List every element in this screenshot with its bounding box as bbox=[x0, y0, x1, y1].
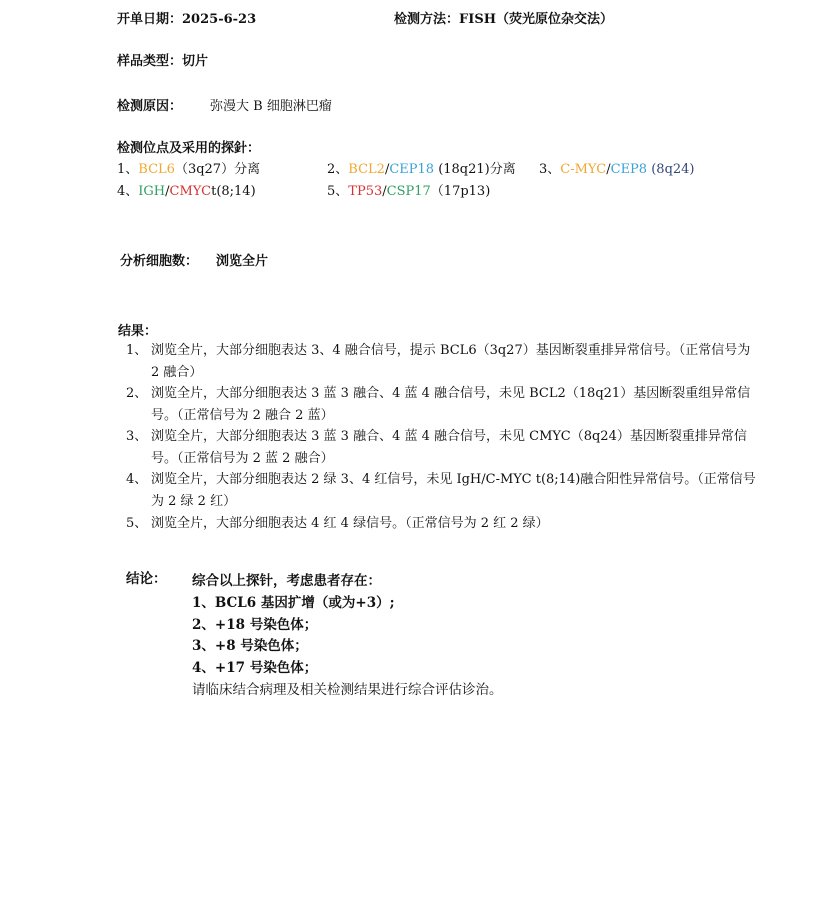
order-date bbox=[117, 8, 256, 27]
order-date-label: 开单日期： bbox=[117, 12, 183, 27]
probe-part: IGH bbox=[138, 184, 166, 199]
conclusion-line: 请临床结合病理及相关检测结果进行综合评估诊治。 bbox=[192, 682, 503, 698]
probe-item-number: 3、 bbox=[539, 162, 561, 177]
probe-part: CEP8 bbox=[610, 162, 648, 177]
conclusion-line: 1、BCL6 基因扩增（或为+3）; bbox=[192, 595, 395, 611]
sample-type-label: 样品类型： bbox=[117, 54, 183, 69]
probe-part: / bbox=[382, 184, 387, 199]
probes-title: 检测位点及采用的探針： bbox=[117, 141, 261, 156]
probe-part: （3q27）分离 bbox=[174, 162, 261, 177]
test-method-value: FISH（荧光原位杂交法） bbox=[459, 12, 613, 27]
probe-part: (18q21)分离 bbox=[434, 162, 516, 177]
probe-part: BCL6 bbox=[138, 162, 175, 177]
analysis-cells-label: 分析细胞数： bbox=[120, 254, 199, 269]
probe-part: TP53 bbox=[348, 184, 383, 199]
result-item-text: 浏览全片，大部分细胞表达 4 红 4 绿信号。（正常信号为 2 红 2 绿） bbox=[151, 516, 549, 531]
result-item-text: 浏览全片，大部分细胞表达 3 蓝 3 融合、4 蓝 4 融合信号，未见 BCL2（18q21）基因断裂重组异常信号。（正常信号为 2 融合 2 蓝） bbox=[151, 386, 751, 423]
result-item-number: 1、 bbox=[126, 343, 148, 358]
probe-part: CMYC bbox=[169, 184, 212, 199]
conclusion-line: 2、+18 号染色体； bbox=[192, 617, 318, 633]
test-reason-value: 弥漫大 B 细胞淋巴瘤 bbox=[210, 99, 332, 114]
sample-type-value: 切片 bbox=[182, 54, 209, 69]
analysis-cells bbox=[120, 250, 198, 269]
order-date-value: 2025-6-23 bbox=[182, 12, 257, 27]
result-item-text: 浏览全片，大部分细胞表达 2 绿 3、4 红信号，未见 IgH/C-MYC t(8;14)融合阳性异常信号。（正常信号为 2 绿 2 红） bbox=[151, 472, 756, 509]
probe-part: CSP17 bbox=[386, 184, 431, 199]
probe-item bbox=[117, 180, 256, 199]
probe-part: BCL2 bbox=[348, 162, 385, 177]
probe-part: C-MYC bbox=[560, 162, 607, 177]
conclusion-line: 综合以上探针，考虑患者存在： bbox=[192, 573, 381, 589]
result-item-number: 3、 bbox=[126, 429, 148, 444]
probe-item-number: 2、 bbox=[327, 162, 349, 177]
results-title: 结果： bbox=[118, 324, 158, 339]
test-reason bbox=[117, 95, 182, 114]
probe-part: / bbox=[165, 184, 170, 199]
probe-part: / bbox=[384, 162, 390, 177]
probe-part: CEP18 bbox=[389, 162, 435, 177]
probe-part: (8q24) bbox=[647, 162, 695, 177]
result-item-number: 4、 bbox=[126, 472, 148, 487]
test-method bbox=[394, 8, 613, 27]
probe-item bbox=[327, 158, 516, 177]
conclusion-label: 结论： bbox=[126, 571, 167, 587]
result-item-number: 5、 bbox=[126, 516, 148, 531]
probe-item-number: 5、 bbox=[327, 184, 349, 199]
probe-item bbox=[117, 158, 260, 177]
result-item-text: 浏览全片，大部分细胞表达 3 蓝 3 融合、4 蓝 4 融合信号，未见 CMYC（8q24）基因断裂重排异常信号。（正常信号为 2 蓝 2 融合） bbox=[151, 429, 747, 466]
probe-part: t(8;14) bbox=[211, 184, 256, 199]
conclusion-line: 4、+17 号染色体； bbox=[192, 660, 318, 676]
probe-item bbox=[539, 158, 695, 177]
probe-part: / bbox=[606, 162, 611, 177]
test-method-label: 检测方法： bbox=[394, 12, 460, 27]
probe-item-number: 4、 bbox=[117, 184, 139, 199]
result-item-number: 2、 bbox=[126, 386, 148, 401]
analysis-cells-value: 浏览全片 bbox=[216, 254, 269, 269]
probe-part: （17p13) bbox=[430, 184, 491, 199]
probe-item-number: 1、 bbox=[117, 162, 139, 177]
sample-type bbox=[117, 50, 208, 69]
test-reason-label: 检测原因： bbox=[117, 99, 183, 114]
result-item-text: 浏览全片，大部分细胞表达 3、4 融合信号，提示 BCL6（3q27）基因断裂重排异常信号。（正常信号为 2 融合） bbox=[151, 343, 751, 380]
conclusion-line: 3、+8 号染色体； bbox=[192, 638, 308, 654]
probe-item bbox=[327, 180, 490, 199]
